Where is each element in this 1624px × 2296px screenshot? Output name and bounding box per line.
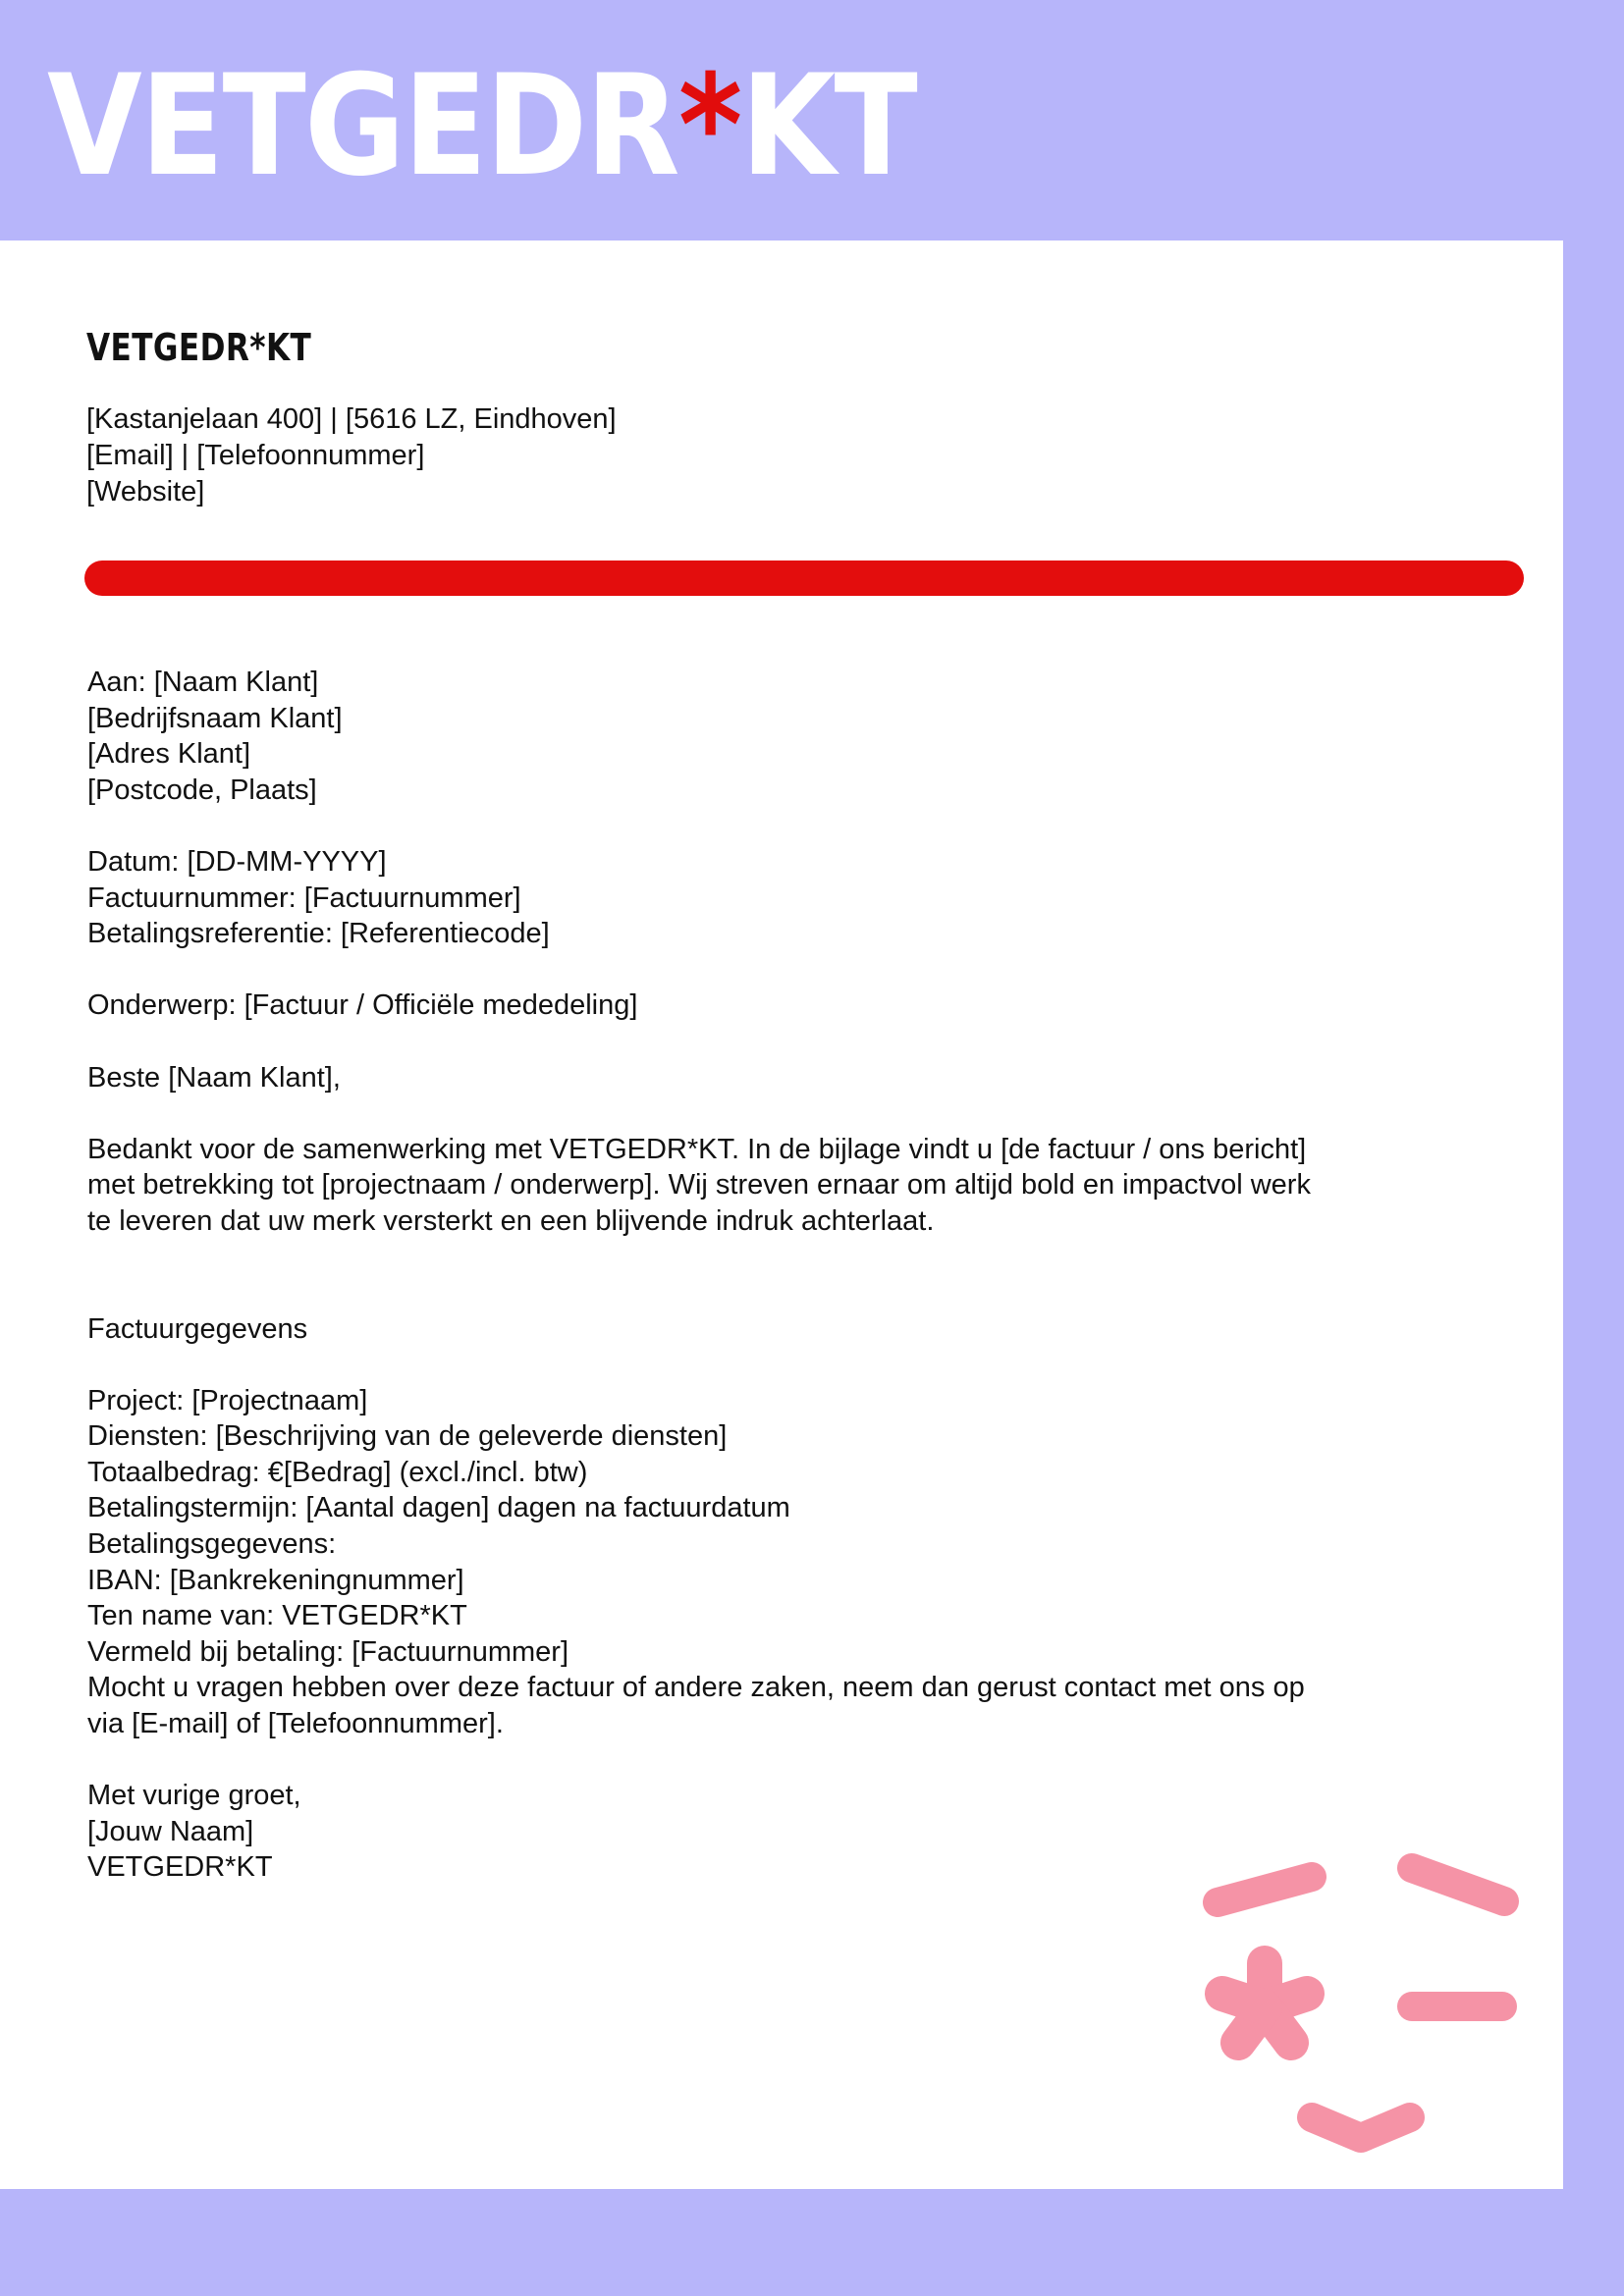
- details-line: Totaalbedrag: €[Bedrag] (excl./incl. btw): [87, 1456, 588, 1488]
- asterisk-icon: [1222, 1963, 1307, 2043]
- details-line: Betalingsgegevens:: [87, 1528, 337, 1561]
- details-line: Ten name van: VETGEDR*KT: [87, 1600, 467, 1632]
- letter-page: [0, 240, 1563, 2189]
- details-line: via [E-mail] of [Telefoonnummer].: [87, 1708, 504, 1740]
- details-line: IBAN: [Bankrekeningnummer]: [87, 1564, 464, 1596]
- payment-reference: Betalingsreferentie: [Referentiecode]: [87, 918, 550, 950]
- header-logo-text-end: KT: [740, 45, 917, 207]
- header-logo-asterisk: *: [677, 45, 741, 207]
- letter-body: [87, 665, 1442, 1886]
- header-logo-text-start: VETGEDR: [47, 45, 678, 207]
- sender-website: [Website]: [86, 476, 205, 507]
- details-line: Project: [Projectnaam]: [87, 1384, 368, 1416]
- salutation: Beste [Naam Klant],: [87, 1061, 341, 1094]
- sender-address: [Kastanjelaan 400] | [5616 LZ, Eindhoven]: [86, 403, 617, 435]
- closing: Met vurige groet,: [87, 1780, 301, 1812]
- details-heading: Factuurgegevens: [87, 1312, 308, 1345]
- intro-line: Bedankt voor de samenwerking met VETGEDR*KT. In de bijlage vindt u [de factuur / ons bericht]: [87, 1133, 1307, 1165]
- sender-email-phone: [Email] | [Telefoonnummer]: [86, 440, 425, 471]
- intro-line: te leveren dat uw merk versterkt en een blijvende indruk achterlaat.: [87, 1204, 935, 1237]
- details-line: Mocht u vragen hebben over deze factuur of andere zaken, neem dan gerust contact met ons op: [87, 1672, 1305, 1704]
- invoice-number: Factuurnummer: [Factuurnummer]: [87, 881, 521, 914]
- recipient-company: [Bedrijfsnaam Klant]: [87, 702, 343, 734]
- details-line: Betalingstermijn: [Aantal dagen] dagen na factuurdatum: [87, 1492, 790, 1524]
- recipient-address: [Adres Klant]: [87, 738, 251, 771]
- invoice-date: Datum: [DD-MM-YYYY]: [87, 845, 387, 878]
- recipient-name: Aan: [Naam Klant]: [87, 667, 319, 698]
- signer-company: VETGEDR*KT: [87, 1851, 273, 1884]
- letterhead-contact: [86, 401, 617, 510]
- decoration-stroke-chevron: [1312, 2117, 1410, 2138]
- recipient-postal: [Postcode, Plaats]: [87, 774, 317, 806]
- details-line: Vermeld bij betaling: [Factuurnummer]: [87, 1635, 568, 1668]
- details-line: Diensten: [Beschrijving van de geleverde diensten]: [87, 1420, 728, 1453]
- signer-name: [Jouw Naam]: [87, 1815, 254, 1847]
- divider-bar: [84, 561, 1524, 596]
- intro-line: met betrekking tot [projectnaam / onderwerp]. Wij streven ernaar om altijd bold en impactvol werk: [87, 1169, 1311, 1201]
- letterhead-brand: VETGEDR*KT: [86, 326, 312, 369]
- header-logo: [47, 45, 917, 207]
- subject-line: Onderwerp: [Factuur / Officiële mededeling]: [87, 989, 638, 1022]
